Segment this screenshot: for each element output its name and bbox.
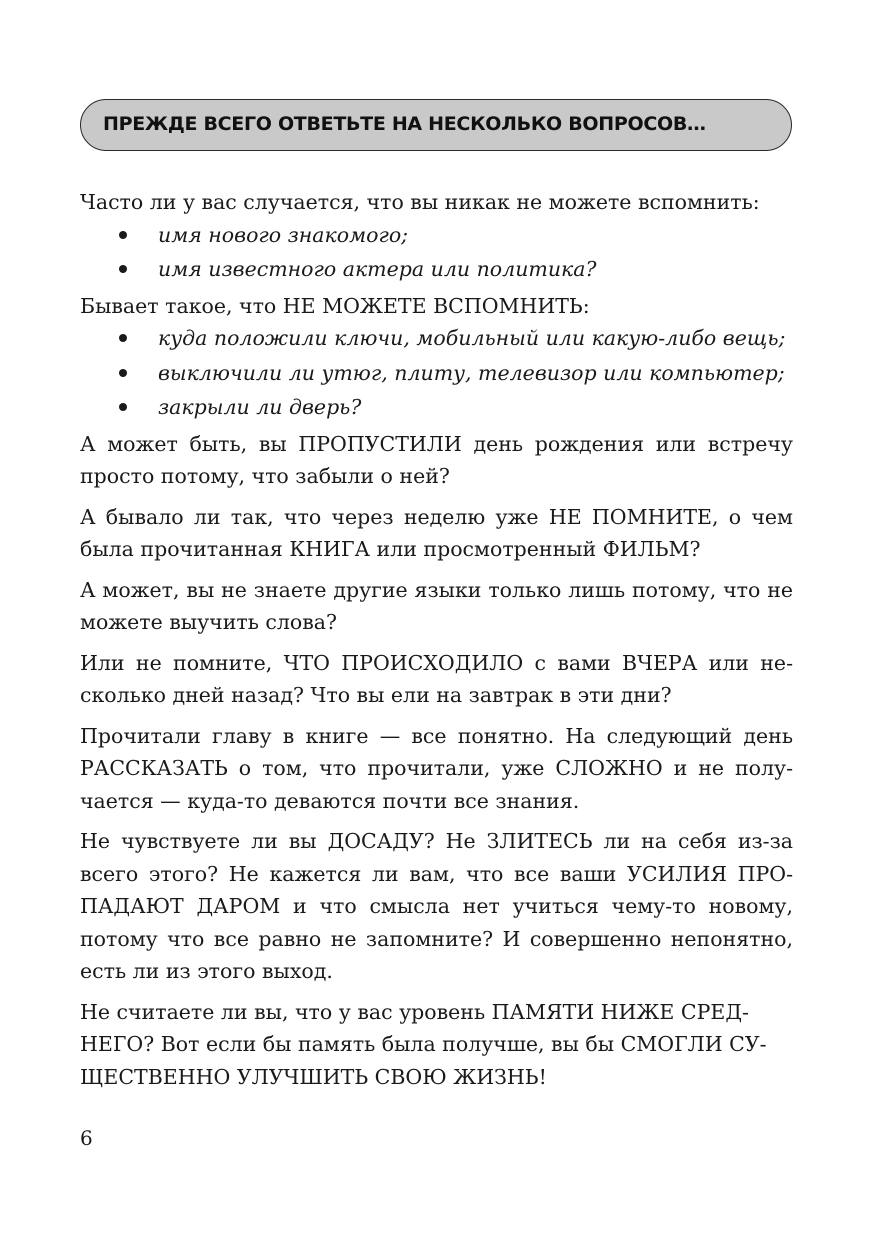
bullet-list-forget-actions [80, 322, 793, 424]
list-item: имя известного актера или политика? [80, 253, 793, 286]
body-paragraph: А может быть, вы ПРОПУСТИЛИ день рождения или встречу просто потому, что забыли о ней? [80, 431, 793, 488]
list-item: закрыли ли дверь? [80, 391, 793, 424]
bullet-icon [119, 334, 127, 342]
bullet-list-forget-names [80, 219, 793, 286]
body-paragraph: Прочитали главу в книге — все понятно. На следующий день РАССКАЗАТЬ о том, что прочитали, уже СЛОЖНО и не получается — куда-то деваются почти все знания. [80, 723, 793, 813]
section-title: ПРЕЖДЕ ВСЕГО ОТВЕТЬТЕ НА НЕСКОЛЬКО ВОПРОСОВ… [103, 113, 706, 135]
body-paragraph: А может, вы не знаете другие языки только лишь потому, что не можете выучить слова? [80, 577, 793, 634]
bullet-icon [119, 265, 127, 273]
intro-paragraph: Часто ли у вас случается, что вы никак не можете вспомнить: [80, 190, 760, 214]
list-item: куда положили ключи, мобильный или какую-либо вещь; [80, 322, 793, 355]
body-paragraph: Не чувствуете ли вы ДОСАДУ? Не ЗЛИТЕСЬ ли на себя из-за всего этого? Не кажется ли вам, что все ваши УСИЛИЯ ПРОПАДАЮТ ДАРОМ и что смысла нет учиться чему-то новому, потому что все равно не запомните? И совершенно непонятно, есть ли из этого выход. [80, 829, 793, 983]
list-item: выключили ли утюг, плиту, телевизор или компьютер; [80, 357, 793, 390]
body-paragraph: Или не помните, ЧТО ПРОИСХОДИЛО с вами ВЧЕРА или несколько дней назад? Что вы ели на завтрак в эти дни? [80, 650, 793, 707]
page-body [80, 186, 793, 1101]
body-paragraph: А бывало ли так, что через неделю уже НЕ ПОМНИТЕ, о чем была прочитанная КНИГА или просмотренный ФИЛЬМ? [80, 504, 793, 561]
body-paragraph: Не считаете ли вы, что у вас уровень ПАМЯТИ НИЖЕ СРЕДНЕГО? Вот если бы память была получше, вы бы СМОГЛИ СУЩЕСТВЕННО УЛУЧШИТЬ СВОЮ ЖИЗНЬ! [80, 999, 767, 1089]
section-header-box [80, 99, 792, 151]
page-number: 6 [80, 1126, 93, 1150]
list-item: имя нового знакомого; [80, 219, 793, 252]
bullet-icon [119, 231, 127, 239]
intro-paragraph-2: Бывает такое, что НЕ МОЖЕТЕ ВСПОМНИТЬ: [80, 293, 590, 318]
bullet-icon [119, 403, 127, 411]
bullet-icon [119, 369, 127, 377]
